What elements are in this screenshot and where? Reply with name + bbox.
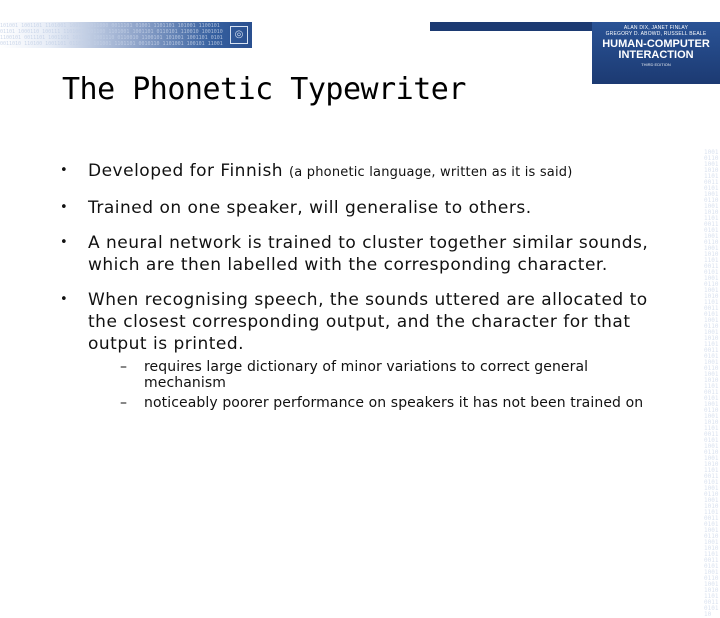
sub-bullet-marker: – xyxy=(120,359,128,375)
bullet-item xyxy=(60,289,680,411)
bullet-text: When recognising speech, the sounds uttered are allocated to the closest corresponding output, and the character for that output is printed. xyxy=(88,290,648,354)
book-cover-logo xyxy=(592,22,720,84)
book-title: HUMAN-COMPUTER INTERACTION xyxy=(602,38,710,61)
bullet-marker: • xyxy=(60,292,69,307)
header-bar xyxy=(430,22,592,31)
bullet-list xyxy=(60,160,680,411)
bullet-aside: (a phonetic language, written as it is said) xyxy=(289,165,573,180)
bullet-marker: • xyxy=(60,235,69,250)
binary-sidebar: 1001011010011010110100110101100101101001101011010011010110010110100110101101001101011001011010011010110100110101100101101001101011010011010110010110100110101101001101011001011010011010110100110101100101101001101011010011010110010110100110101101001101011001011010011010110100110101100101101001101011010011010110 xyxy=(704,149,719,618)
binary-pattern: 101001 1001101 1101001 10011 1011000 0011101 01001 1101101 101001 1100101 01101 1000110 100111 1101001 101100 1101001 1001101 0110101 110010 1001010 1100101 0011101 1001101 101100 1001110 0110010 1100101 101001 1001101 0101 0011010 110100 1001101 0110010 101001 1101101 0010110 1101001 100101 11001 xyxy=(0,23,223,47)
slide-title: The Phonetic Typewriter xyxy=(62,72,466,107)
sub-bullet-item xyxy=(88,359,664,391)
globe-icon: ◎ xyxy=(230,26,248,44)
sub-bullet-text: noticeably poorer performance on speakers it has not been trained on xyxy=(144,395,644,411)
slide-content xyxy=(60,160,680,424)
book-authors: ALAN DIX, JANET FINLAY GREGORY D. ABOWD, RUSSELL BEALE xyxy=(605,25,707,37)
bullet-item xyxy=(60,160,680,184)
bullet-marker: • xyxy=(60,163,69,178)
header-gap xyxy=(252,22,430,28)
header-banner xyxy=(0,22,252,48)
sub-bullet-item xyxy=(88,395,664,411)
sub-bullet-marker: – xyxy=(120,395,128,411)
bullet-item xyxy=(60,197,680,219)
bullet-text: Trained on one speaker, will generalise to others. xyxy=(88,198,532,218)
sub-bullet-text: requires large dictionary of minor variations to correct general mechanism xyxy=(144,359,589,391)
bullet-marker: • xyxy=(60,200,69,215)
bullet-text: Developed for Finnish xyxy=(88,161,284,181)
sub-bullet-list xyxy=(88,359,680,411)
bullet-item xyxy=(60,232,680,276)
bullet-text: A neural network is trained to cluster together similar sounds, which are then labelled with the corresponding character. xyxy=(88,233,649,275)
book-edition: THIRD EDITION xyxy=(641,62,671,67)
